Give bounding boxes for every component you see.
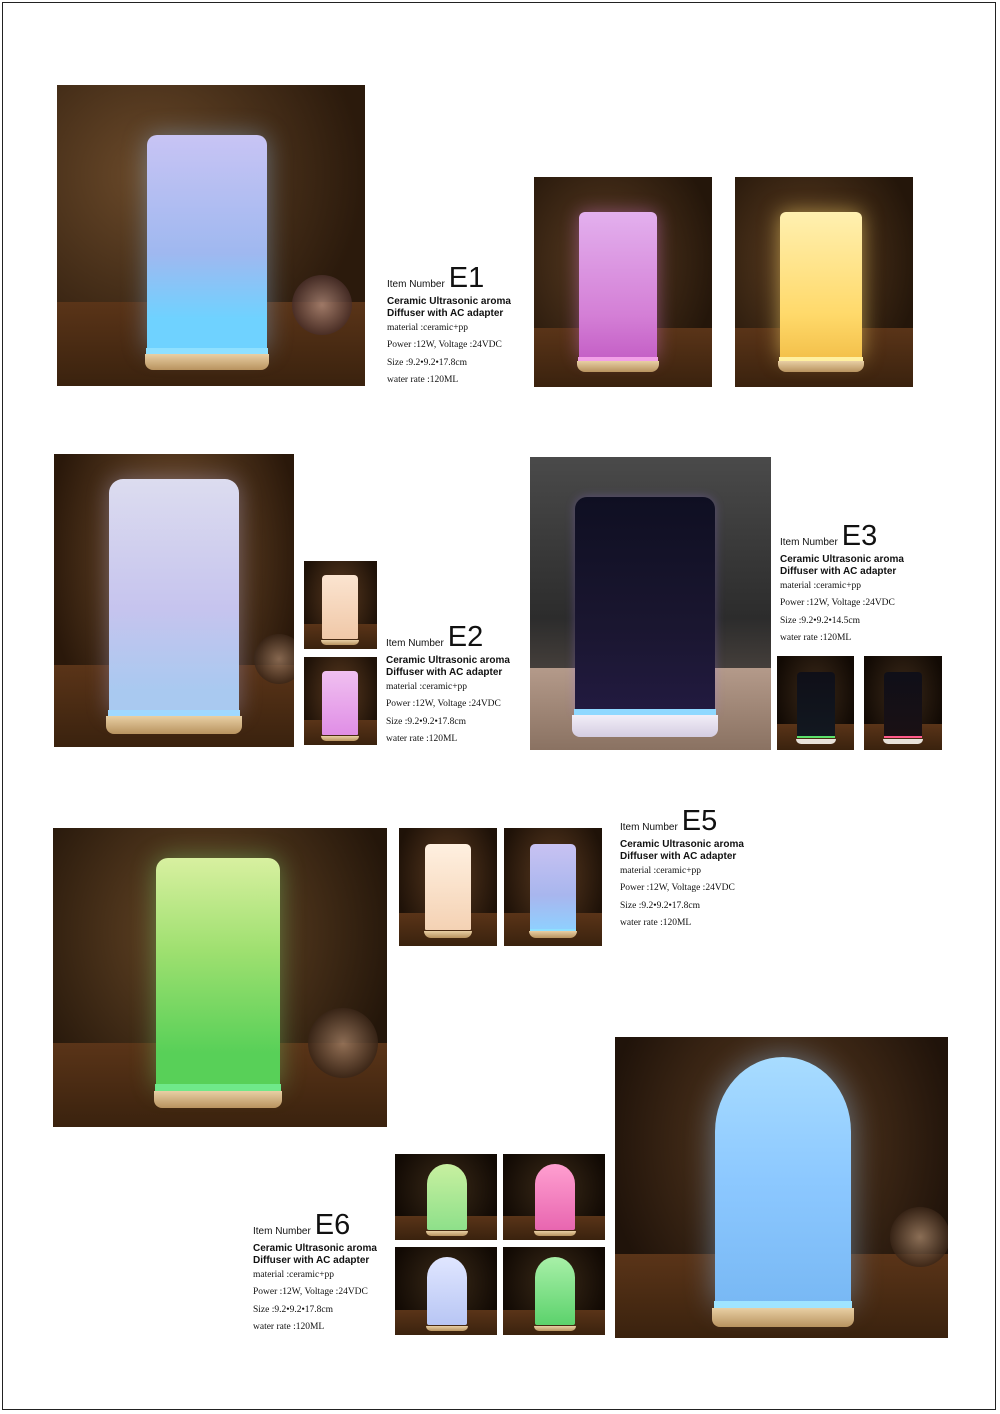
power-spec: Power :12W, Voltage :24VDC — [780, 598, 895, 609]
material-spec: material :ceramic+pp — [387, 323, 469, 333]
item-number-label: Item Number — [387, 279, 445, 290]
e2-info — [386, 623, 536, 749]
water-rate-spec: water rate :120ML — [253, 1322, 325, 1333]
power-spec: Power :12W, Voltage :24VDC — [253, 1287, 368, 1298]
size-spec: Size :9.2•9.2•14.5cm — [780, 615, 861, 626]
e1-yellow-photo — [735, 177, 913, 387]
item-number-label: Item Number — [780, 537, 838, 548]
e6-pink-photo — [503, 1154, 605, 1240]
item-number-label: Item Number — [620, 822, 678, 833]
water-rate-spec: water rate :120ML — [386, 734, 458, 745]
product-name: Ceramic Ultrasonic aroma Diffuser with AC adapter — [387, 296, 511, 319]
water-rate-spec: water rate :120ML — [387, 375, 459, 386]
e3-green-photo — [777, 656, 854, 750]
material-spec: material :ceramic+pp — [780, 581, 862, 591]
product-name: Ceramic Ultrasonic aroma Diffuser with AC adapter — [253, 1243, 377, 1266]
e2-main-photo — [54, 454, 294, 747]
product-name: Ceramic Ultrasonic aroma Diffuser with AC adapter — [780, 554, 904, 577]
e5-blue-photo — [504, 828, 602, 946]
e6-green-snow-photo — [395, 1154, 497, 1240]
e5-item-number-line — [620, 807, 770, 836]
e2-pink-photo — [304, 657, 377, 745]
water-rate-spec: water rate :120ML — [780, 633, 852, 644]
e6-main-photo — [615, 1037, 948, 1338]
e3-main-photo — [530, 457, 771, 750]
product-name: Ceramic Ultrasonic aroma Diffuser with AC adapter — [386, 655, 510, 678]
e3-red-photo — [864, 656, 942, 750]
e6-blue-snow-photo — [395, 1247, 497, 1335]
power-spec: Power :12W, Voltage :24VDC — [386, 699, 501, 710]
item-number-label: Item Number — [253, 1226, 311, 1237]
e6-green-photo — [503, 1247, 605, 1335]
item-code: E3 — [841, 520, 878, 552]
product-name: Ceramic Ultrasonic aroma Diffuser with AC adapter — [620, 839, 744, 862]
e6-item-number-line — [253, 1211, 403, 1240]
item-number-label: Item Number — [386, 638, 444, 649]
power-spec: Power :12W, Voltage :24VDC — [620, 883, 735, 894]
material-spec: material :ceramic+pp — [253, 1270, 335, 1280]
power-spec: Power :12W, Voltage :24VDC — [387, 340, 502, 351]
item-code: E6 — [314, 1209, 351, 1241]
size-spec: Size :9.2•9.2•17.8cm — [620, 900, 701, 911]
e2-warm-photo — [304, 561, 377, 649]
e3-item-number-line — [780, 522, 930, 551]
size-spec: Size :9.2•9.2•17.8cm — [386, 716, 467, 727]
e1-info — [387, 264, 537, 390]
e5-info — [620, 807, 770, 933]
e1-item-number-line — [387, 264, 537, 293]
item-code: E1 — [448, 262, 485, 294]
water-rate-spec: water rate :120ML — [620, 918, 692, 929]
item-code: E2 — [447, 621, 484, 653]
e6-info — [253, 1211, 403, 1337]
e5-main-photo — [53, 828, 387, 1127]
e5-warm-photo — [399, 828, 497, 946]
size-spec: Size :9.2•9.2•17.8cm — [387, 357, 468, 368]
e3-info — [780, 522, 930, 648]
e1-pink-photo — [534, 177, 712, 387]
e2-item-number-line — [386, 623, 536, 652]
e1-main-photo — [57, 85, 365, 386]
item-code: E5 — [681, 805, 718, 837]
size-spec: Size :9.2•9.2•17.8cm — [253, 1304, 334, 1315]
material-spec: material :ceramic+pp — [620, 866, 702, 876]
material-spec: material :ceramic+pp — [386, 682, 468, 692]
